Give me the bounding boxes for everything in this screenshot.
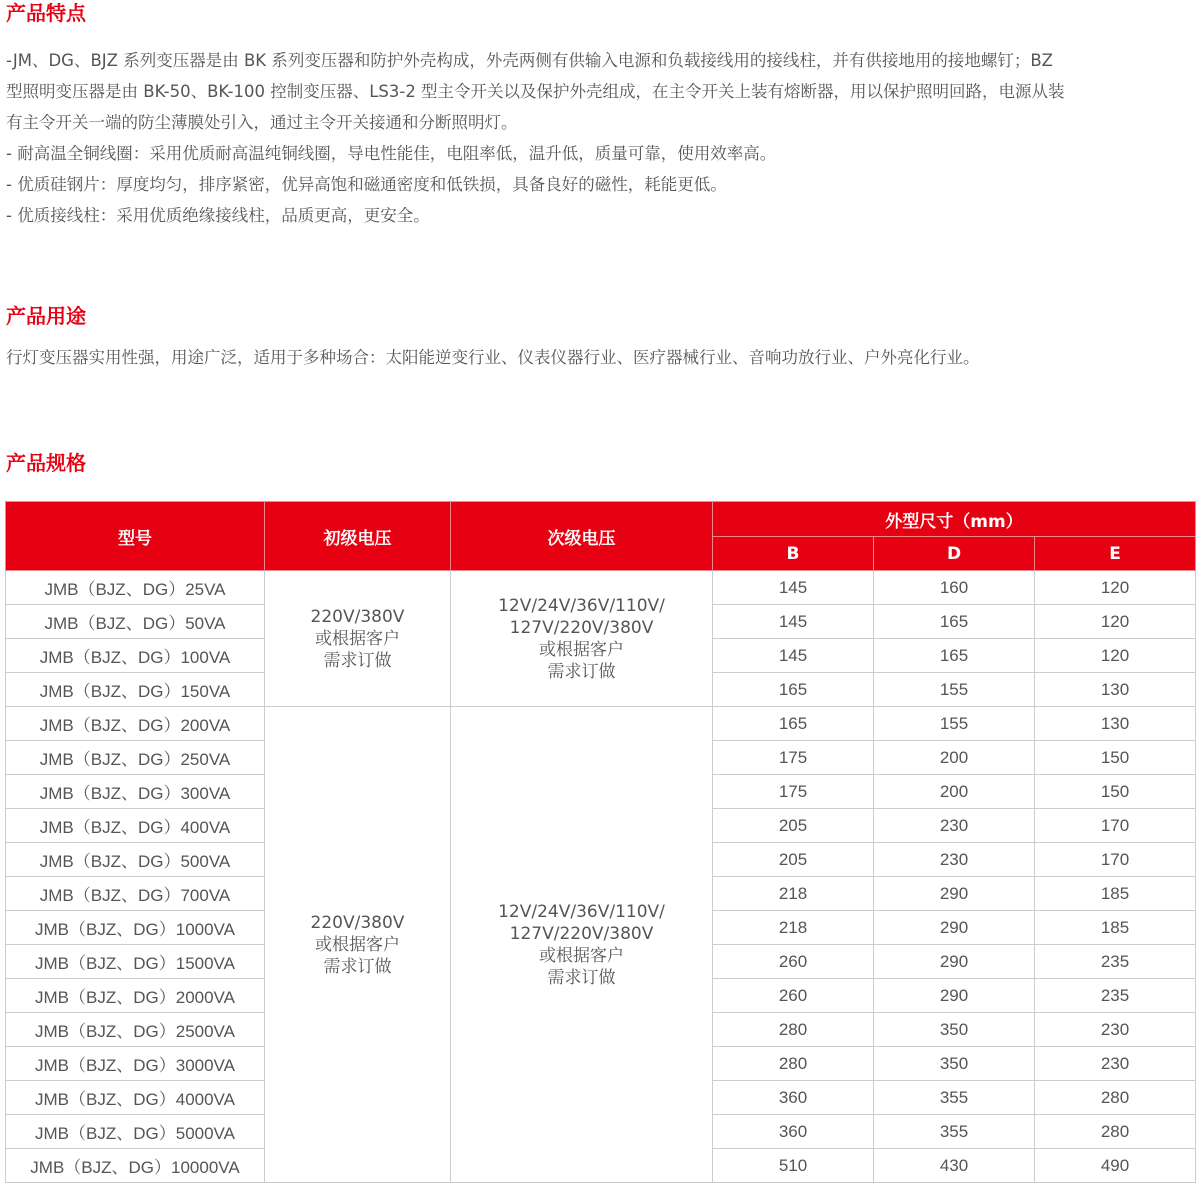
dim-b-cell: 218 bbox=[713, 911, 874, 945]
secondary-voltage-line: 或根据客户 bbox=[539, 945, 624, 966]
col-header-d: D bbox=[874, 537, 1035, 571]
usage-text bbox=[6, 342, 1196, 373]
features-line: 型照明变压器是由 BK-50、BK-100 控制变压器、LS3-2 型主令开关以及保护外壳组成，在主令开关上装有熔断器，用以保护照明回路，电源从装 bbox=[6, 82, 1065, 101]
secondary-voltage-cell bbox=[451, 707, 713, 1183]
primary-voltage-line: 需求订做 bbox=[323, 956, 392, 977]
dim-e-cell: 120 bbox=[1035, 605, 1196, 639]
dim-e-cell: 230 bbox=[1035, 1047, 1196, 1081]
primary-voltage-cell bbox=[265, 707, 451, 1183]
col-header-e: E bbox=[1035, 537, 1196, 571]
dim-b-cell: 218 bbox=[713, 877, 874, 911]
features-heading: 产品特点 bbox=[6, 1, 86, 25]
dim-e-cell: 230 bbox=[1035, 1013, 1196, 1047]
features-line: -JM、DG、BJZ 系列变压器是由 BK 系列变压器和防护外壳构成，外壳两侧有供输入电源和负载接线用的接线柱，并有供接地用的接地螺钉；BZ bbox=[6, 51, 1053, 70]
dim-b-cell: 165 bbox=[713, 673, 874, 707]
dim-d-cell: 165 bbox=[874, 605, 1035, 639]
model-cell: JMB（BJZ、DG）2000VA bbox=[6, 979, 265, 1013]
features-line: 有主令开关一端的防尘薄膜处引入，通过主令开关接通和分断照明灯。 bbox=[6, 113, 518, 132]
model-cell: JMB（BJZ、DG）10000VA bbox=[6, 1149, 265, 1183]
dim-e-cell: 235 bbox=[1035, 979, 1196, 1013]
model-cell: JMB（BJZ、DG）25VA bbox=[6, 571, 265, 605]
col-header-dimensions: 外型尺寸（mm） bbox=[713, 502, 1196, 537]
model-cell: JMB（BJZ、DG）500VA bbox=[6, 843, 265, 877]
dim-d-cell: 290 bbox=[874, 911, 1035, 945]
model-cell: JMB（BJZ、DG）1000VA bbox=[6, 911, 265, 945]
col-header-b: B bbox=[713, 537, 874, 571]
dim-d-cell: 200 bbox=[874, 741, 1035, 775]
dim-d-cell: 160 bbox=[874, 571, 1035, 605]
dim-e-cell: 490 bbox=[1035, 1149, 1196, 1183]
spec-table-body bbox=[6, 571, 1196, 1183]
primary-voltage-line: 或根据客户 bbox=[315, 934, 400, 955]
dim-e-cell: 185 bbox=[1035, 877, 1196, 911]
usage-paragraph: 行灯变压器实用性强，用途广泛，适用于多种场合：太阳能逆变行业、仪表仪器行业、医疗器械行业、音响功放行业、户外亮化行业。 bbox=[6, 348, 980, 367]
model-cell: JMB（BJZ、DG）150VA bbox=[6, 673, 265, 707]
dim-d-cell: 430 bbox=[874, 1149, 1035, 1183]
dim-d-cell: 355 bbox=[874, 1081, 1035, 1115]
dim-e-cell: 120 bbox=[1035, 639, 1196, 673]
dim-e-cell: 130 bbox=[1035, 673, 1196, 707]
model-cell: JMB（BJZ、DG）700VA bbox=[6, 877, 265, 911]
features-text bbox=[6, 45, 1196, 231]
dim-b-cell: 205 bbox=[713, 809, 874, 843]
dim-b-cell: 360 bbox=[713, 1115, 874, 1149]
dim-d-cell: 165 bbox=[874, 639, 1035, 673]
dim-b-cell: 175 bbox=[713, 775, 874, 809]
dim-d-cell: 200 bbox=[874, 775, 1035, 809]
primary-voltage-line: 220V/380V bbox=[310, 606, 405, 627]
model-cell: JMB（BJZ、DG）50VA bbox=[6, 605, 265, 639]
specs-heading: 产品规格 bbox=[6, 451, 86, 475]
spec-table-header bbox=[6, 502, 1196, 571]
secondary-voltage-line: 127V/220V/380V bbox=[509, 923, 654, 944]
dim-b-cell: 280 bbox=[713, 1047, 874, 1081]
table-row bbox=[6, 571, 1196, 605]
dim-b-cell: 260 bbox=[713, 979, 874, 1013]
secondary-voltage-line: 需求订做 bbox=[547, 967, 616, 988]
dim-b-cell: 280 bbox=[713, 1013, 874, 1047]
model-cell: JMB（BJZ、DG）200VA bbox=[6, 707, 265, 741]
spec-table bbox=[5, 501, 1196, 1183]
col-header-primary-voltage: 初级电压 bbox=[265, 502, 451, 571]
dim-b-cell: 260 bbox=[713, 945, 874, 979]
primary-voltage-line: 220V/380V bbox=[310, 912, 405, 933]
dim-b-cell: 205 bbox=[713, 843, 874, 877]
dim-b-cell: 145 bbox=[713, 605, 874, 639]
primary-voltage-line: 需求订做 bbox=[323, 650, 392, 671]
dim-d-cell: 155 bbox=[874, 673, 1035, 707]
features-line: - 优质硅钢片：厚度均匀，排序紧密，优异高饱和磁通密度和低铁损，具备良好的磁性，耗能更低。 bbox=[6, 175, 727, 194]
dim-b-cell: 145 bbox=[713, 639, 874, 673]
secondary-voltage-line: 需求订做 bbox=[547, 661, 616, 682]
dim-b-cell: 175 bbox=[713, 741, 874, 775]
col-header-model: 型号 bbox=[6, 502, 265, 571]
dim-e-cell: 120 bbox=[1035, 571, 1196, 605]
primary-voltage-cell bbox=[265, 571, 451, 707]
secondary-voltage-line: 127V/220V/380V bbox=[509, 617, 654, 638]
dim-e-cell: 170 bbox=[1035, 843, 1196, 877]
dim-d-cell: 230 bbox=[874, 843, 1035, 877]
model-cell: JMB（BJZ、DG）2500VA bbox=[6, 1013, 265, 1047]
dim-e-cell: 280 bbox=[1035, 1081, 1196, 1115]
dim-e-cell: 150 bbox=[1035, 741, 1196, 775]
model-cell: JMB（BJZ、DG）300VA bbox=[6, 775, 265, 809]
secondary-voltage-line: 或根据客户 bbox=[539, 639, 624, 660]
dim-d-cell: 155 bbox=[874, 707, 1035, 741]
model-cell: JMB（BJZ、DG）3000VA bbox=[6, 1047, 265, 1081]
secondary-voltage-cell bbox=[451, 571, 713, 707]
features-line: - 优质接线柱：采用优质绝缘接线柱，品质更高，更安全。 bbox=[6, 206, 430, 225]
dim-d-cell: 230 bbox=[874, 809, 1035, 843]
dim-e-cell: 280 bbox=[1035, 1115, 1196, 1149]
secondary-voltage-line: 12V/24V/36V/110V/ bbox=[498, 595, 665, 616]
secondary-voltage-line: 12V/24V/36V/110V/ bbox=[498, 901, 665, 922]
dim-e-cell: 185 bbox=[1035, 911, 1196, 945]
dim-d-cell: 350 bbox=[874, 1013, 1035, 1047]
dim-e-cell: 235 bbox=[1035, 945, 1196, 979]
dim-b-cell: 165 bbox=[713, 707, 874, 741]
model-cell: JMB（BJZ、DG）100VA bbox=[6, 639, 265, 673]
usage-heading: 产品用途 bbox=[6, 304, 86, 328]
model-cell: JMB（BJZ、DG）1500VA bbox=[6, 945, 265, 979]
model-cell: JMB（BJZ、DG）4000VA bbox=[6, 1081, 265, 1115]
dim-d-cell: 290 bbox=[874, 945, 1035, 979]
model-cell: JMB（BJZ、DG）5000VA bbox=[6, 1115, 265, 1149]
col-header-secondary-voltage: 次级电压 bbox=[451, 502, 713, 571]
model-cell: JMB（BJZ、DG）250VA bbox=[6, 741, 265, 775]
dim-b-cell: 510 bbox=[713, 1149, 874, 1183]
dim-d-cell: 290 bbox=[874, 979, 1035, 1013]
dim-d-cell: 290 bbox=[874, 877, 1035, 911]
features-line: - 耐高温全铜线圈：采用优质耐高温纯铜线圈，导电性能佳，电阻率低，温升低，质量可靠，使用效率高。 bbox=[6, 144, 777, 163]
dim-e-cell: 130 bbox=[1035, 707, 1196, 741]
table-row bbox=[6, 707, 1196, 741]
model-cell: JMB（BJZ、DG）400VA bbox=[6, 809, 265, 843]
dim-d-cell: 355 bbox=[874, 1115, 1035, 1149]
dim-d-cell: 350 bbox=[874, 1047, 1035, 1081]
dim-e-cell: 170 bbox=[1035, 809, 1196, 843]
primary-voltage-line: 或根据客户 bbox=[315, 628, 400, 649]
dim-e-cell: 150 bbox=[1035, 775, 1196, 809]
dim-b-cell: 360 bbox=[713, 1081, 874, 1115]
dim-b-cell: 145 bbox=[713, 571, 874, 605]
